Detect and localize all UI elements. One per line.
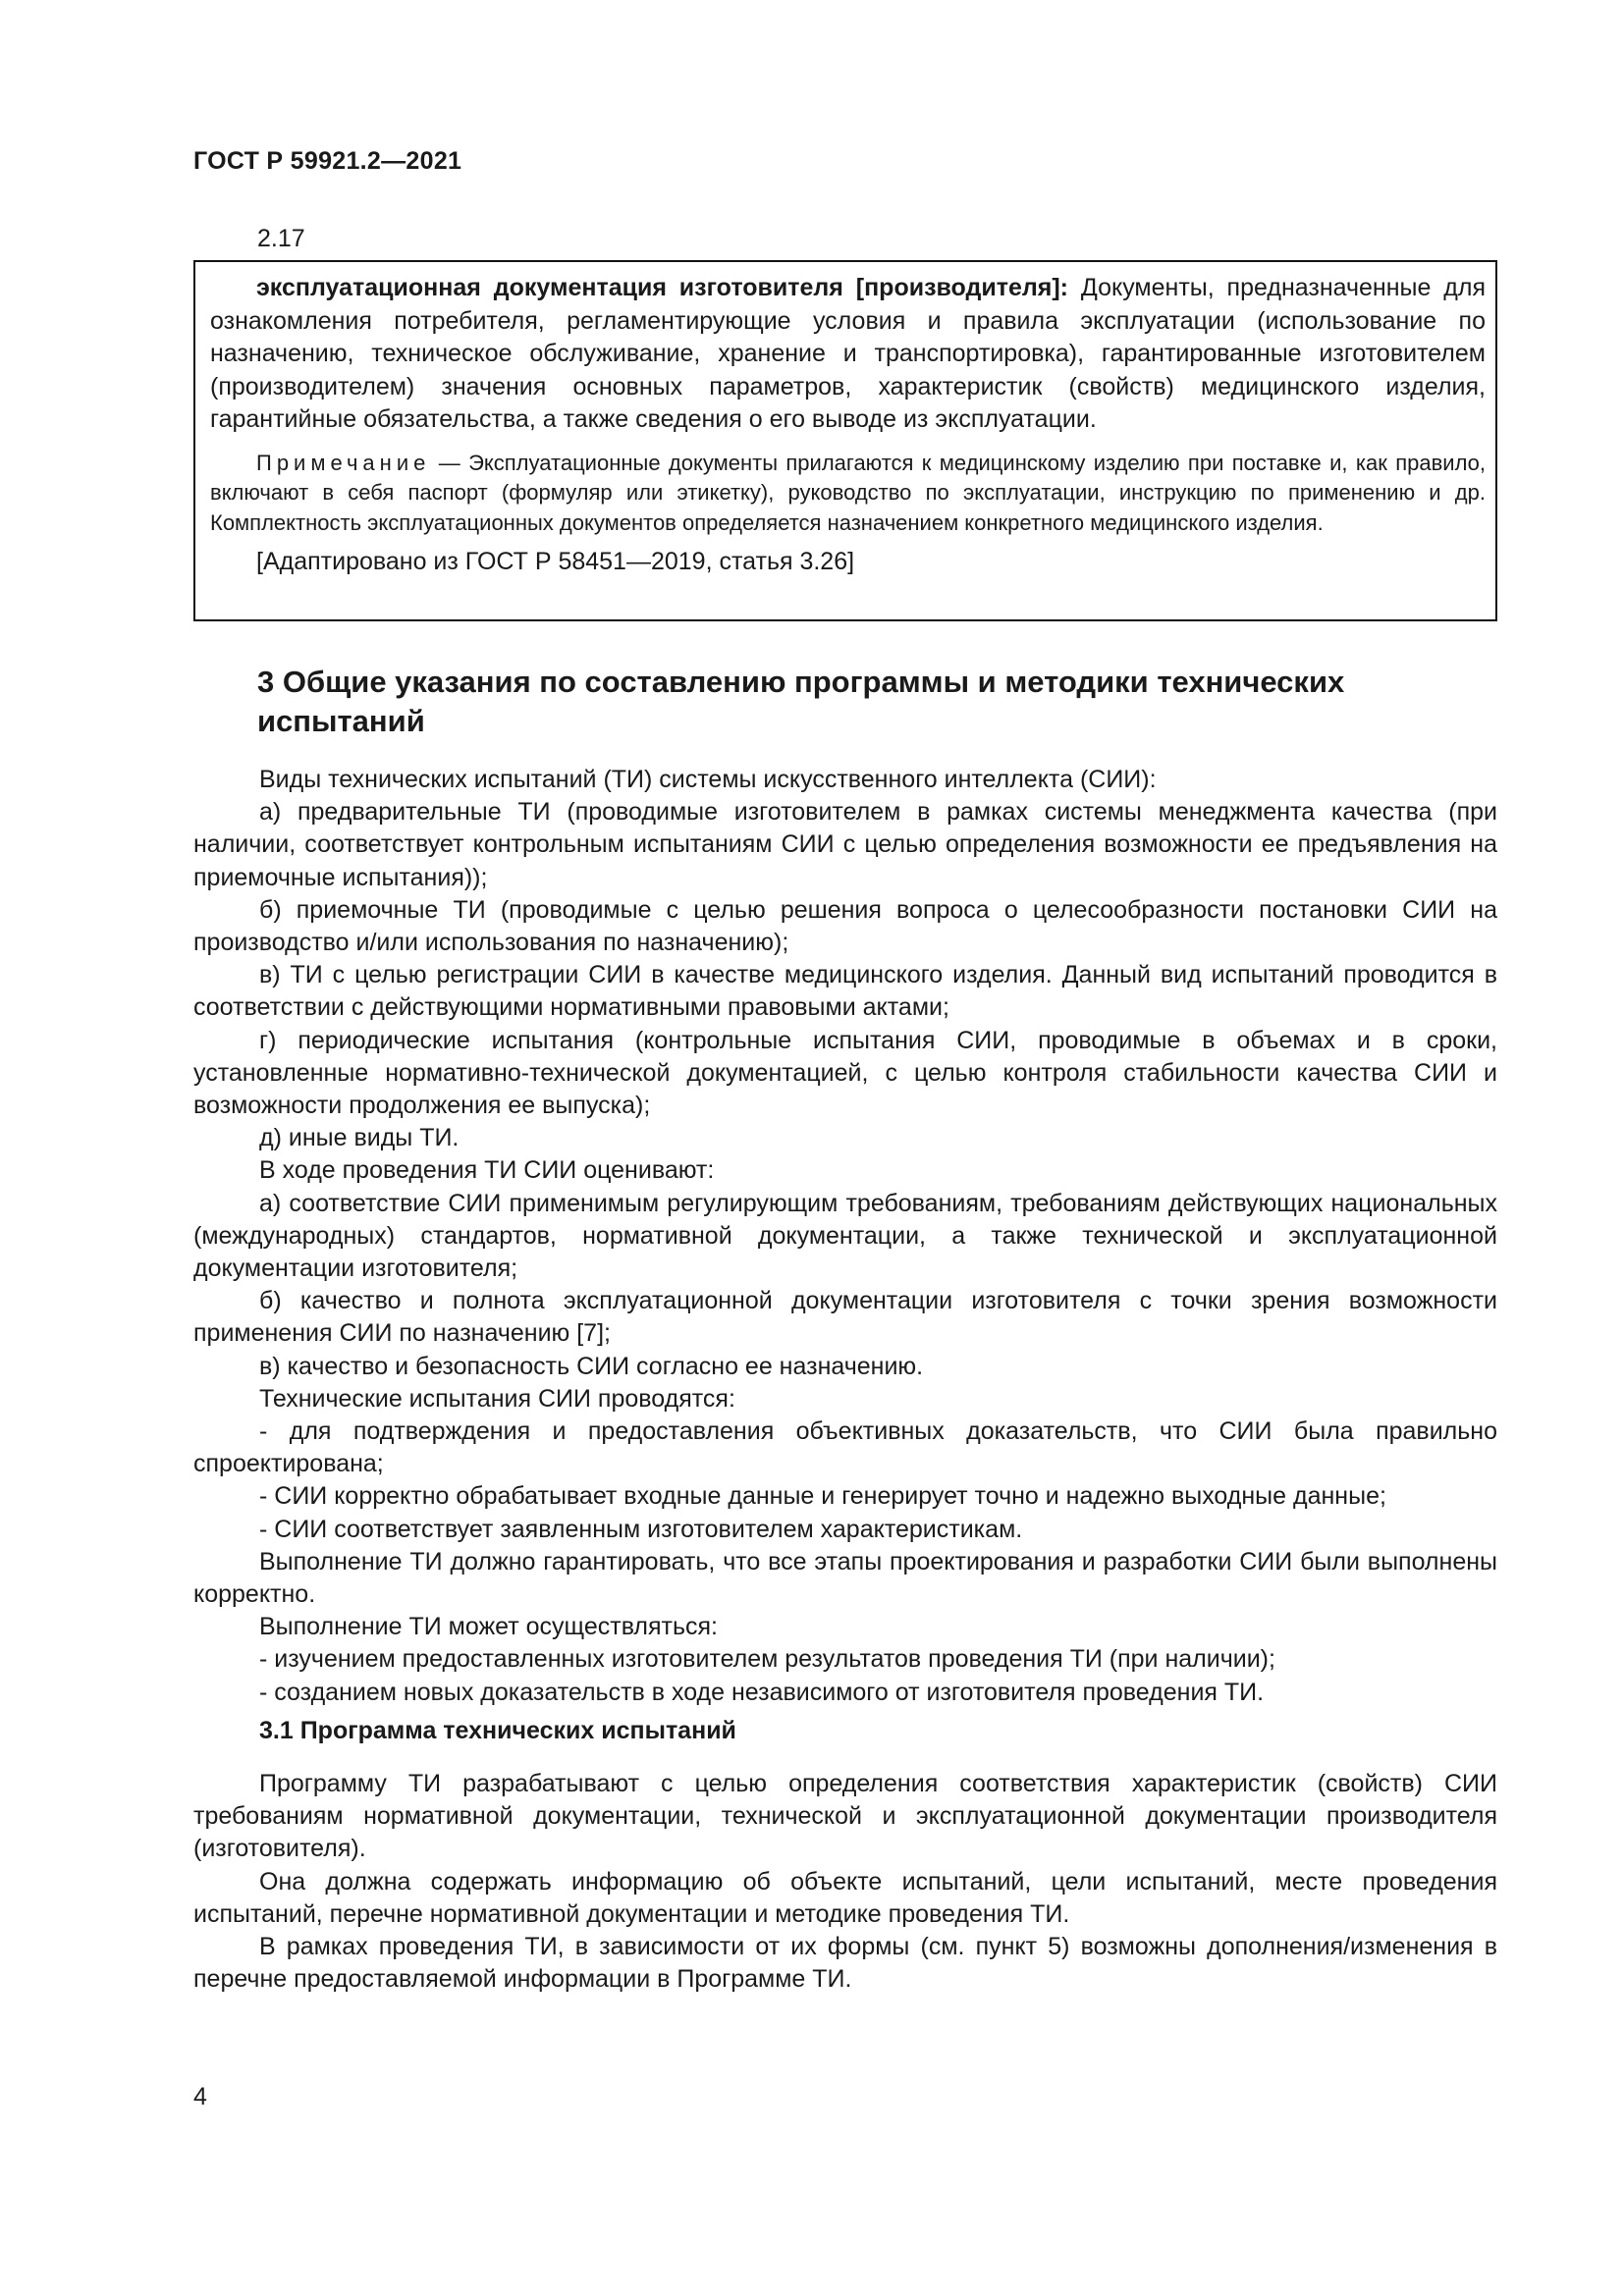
section-3-title: 3 Общие указания по составлению программы и методики технических испытаний (257, 665, 1345, 738)
paragraph: - созданием новых доказательств в ходе независимого от изготовителя проведения ТИ. (259, 1678, 1265, 1706)
section-3-1-body (193, 1768, 1497, 1996)
term-note (210, 449, 1486, 539)
document-header: ГОСТ Р 59921.2—2021 (193, 147, 462, 175)
paragraph: - СИИ корректно обрабатывает входные данные и генерирует точно и надежно выходные данные; (259, 1482, 1386, 1511)
paragraph: в) качество и безопасность СИИ согласно ее назначению. (259, 1352, 924, 1380)
paragraph: в) ТИ с целью регистрации СИИ в качестве медицинского изделия. Данный вид испытаний проводится в соответствии с действующими нормативными правовыми актами; (193, 961, 1497, 1022)
note-text: — Эксплуатационные документы прилагаются к медицинскому изделию при поставке и, как правило, включают в себя паспорт (формуляр или этикетку), руководство по эксплуатации, инструкцию по применению и др. Комплектность эксплуатационных документов определяется назначением конкретного медицинского изделия. (210, 450, 1486, 535)
paragraph: д) иные виды ТИ. (259, 1124, 460, 1152)
paragraph: Виды технических испытаний (ТИ) системы искусственного интеллекта (СИИ): (259, 766, 1157, 793)
note-label: Примечание (256, 450, 431, 475)
paragraph: В ходе проведения ТИ СИИ оценивают: (259, 1156, 715, 1185)
paragraph: Технические испытания СИИ проводятся: (259, 1384, 735, 1413)
paragraph: б) приемочные ТИ (проводимые с целью решения вопроса о целесообразности постановки СИИ на производство и/или использования по назначению); (193, 895, 1497, 957)
paragraph: Программу ТИ разрабатывают с целью определения соответствия характеристик (свойств) СИИ требованиям нормативной документации, технической и эксплуатационной документации производителя (изготовителя). (193, 1770, 1497, 1863)
paragraph: - для подтверждения и предоставления объективных доказательств, что СИИ была правильно спроектирована; (193, 1417, 1497, 1478)
term-source: [Адаптировано из ГОСТ Р 58451—2019, статья 3.26] (256, 548, 855, 575)
term-definition-text: Документы, предназначенные для ознакомления потребителя, регламентирующие условия и правила эксплуатации (использование по назначению, техническое обслуживание, хранение и транспортировка), гарантированные изготовителем (производителем) значения основных параметров, характеристик (свойств) медицинского изделия, гарантийные обязательства, а также сведения о его выводе из эксплуатации. (210, 274, 1486, 433)
paragraph: Выполнение ТИ может осуществляться: (259, 1613, 718, 1641)
paragraph: Она должна содержать информацию об объекте испытаний, цели испытаний, месте проведения испытаний, перечне нормативной документации и методике проведения ТИ. (193, 1867, 1497, 1928)
term-definition-box (193, 260, 1497, 621)
page-number: 4 (193, 2083, 207, 2110)
paragraph: а) соответствие СИИ применимым регулирующим требованиям, требованиям действующих национальных (международных) стандартов, нормативной документации, а также технической и эксплуатационной документации изготовителя; (193, 1189, 1497, 1283)
term-name: эксплуатационная документация изготовителя [производителя]: (256, 274, 1068, 301)
paragraph: б) качество и полнота эксплуатационной документации изготовителя с точки зрения возможности применения СИИ по назначению [7]; (193, 1287, 1497, 1348)
paragraph: а) предварительные ТИ (проводимые изготовителем в рамках системы менеджмента качества (при наличии, соответствует контрольным испытаниям СИИ с целью определения возможности ее предъявления на приемочные испытания)); (193, 798, 1497, 891)
section-3-1-title: 3.1 Программа технических испытаний (259, 1717, 736, 1744)
section-3-body (193, 764, 1497, 1709)
paragraph: - изучением предоставленных изготовителем результатов проведения ТИ (при наличии); (259, 1645, 1275, 1674)
paragraph: г) периодические испытания (контрольные испытания СИИ, проводимые в объемах и в сроки, установленные нормативно-технической документацией, с целью контроля стабильности качества СИИ и возможности продолжения ее выпуска); (193, 1026, 1497, 1120)
paragraph: В рамках проведения ТИ, в зависимости от их формы (см. пункт 5) возможны дополнения/изменения в перечне предоставляемой информации в Программе ТИ. (193, 1933, 1497, 1994)
paragraph: Выполнение ТИ должно гарантировать, что все этапы проектирования и разработки СИИ были выполнены корректно. (193, 1547, 1497, 1609)
term-definition (210, 272, 1486, 437)
paragraph: - СИИ соответствует заявленным изготовителем характеристикам. (259, 1515, 1023, 1543)
term-number: 2.17 (257, 225, 305, 252)
